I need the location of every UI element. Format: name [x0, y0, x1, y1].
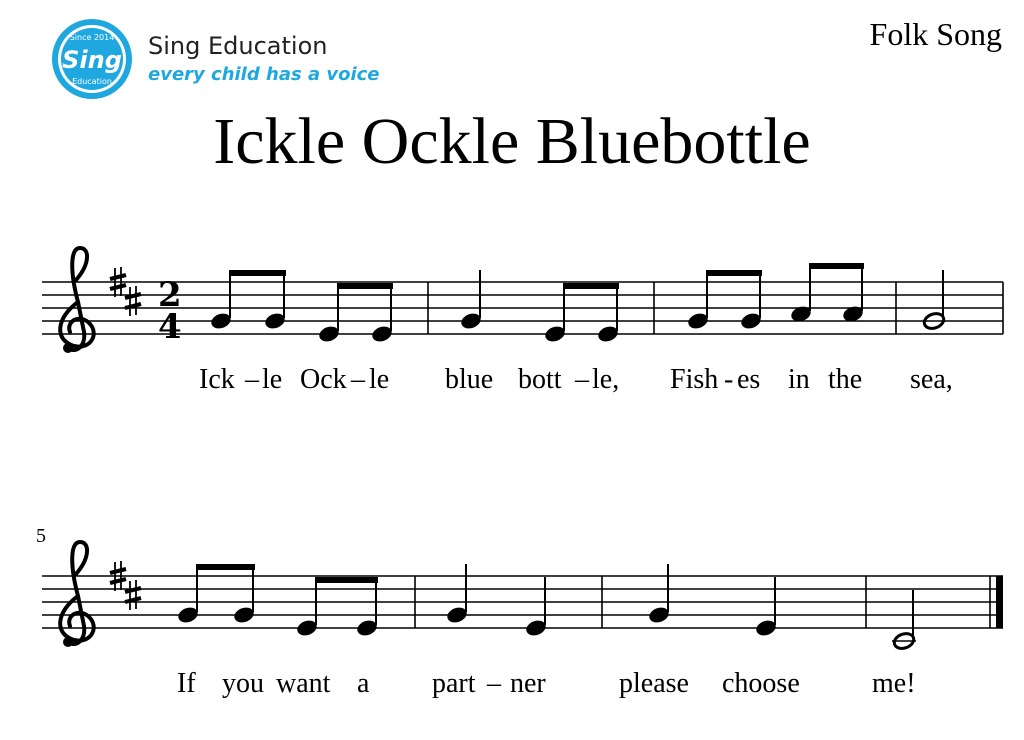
- measure-2: [459, 270, 654, 344]
- measure-1: [209, 270, 428, 344]
- lyric-hyphen: –: [487, 668, 501, 699]
- lyric-syllable: sea,: [910, 364, 953, 395]
- measure-8: [892, 576, 1003, 651]
- final-barline-thick: [996, 576, 1003, 628]
- badge-bottom-text: Education: [72, 77, 112, 86]
- lyric-hyphen: –: [245, 364, 259, 395]
- song-title: Ickle Ockle Bluebottle: [213, 105, 811, 178]
- lyric-syllable: Fish: [670, 364, 719, 395]
- lyric-syllable: part: [432, 668, 476, 699]
- lyric-syllable: want: [276, 668, 331, 699]
- lyric-syllable: Ock: [300, 364, 347, 395]
- composer-label: Folk Song: [869, 16, 1002, 52]
- brand-name: Sing Education: [148, 32, 328, 60]
- treble-clef-icon: [60, 542, 94, 647]
- badge-top-text: Since 2014: [69, 33, 115, 42]
- lyric-syllable: le,: [592, 364, 620, 395]
- lyric-syllable: le: [369, 364, 390, 395]
- lyric-syllable: es: [737, 364, 761, 395]
- lyrics-line-2: [177, 668, 916, 699]
- measure-number: 5: [36, 525, 46, 547]
- lyric-syllable: Ick: [199, 364, 235, 395]
- measure-6: [445, 564, 602, 638]
- measure-3: [686, 263, 896, 334]
- lyric-syllable: If: [177, 668, 196, 699]
- measure-5: [176, 564, 415, 638]
- lyric-syllable: me!: [872, 668, 916, 699]
- lyric-syllable: ner: [510, 668, 546, 699]
- measure-7: [647, 564, 866, 638]
- lyric-syllable: choose: [722, 668, 800, 699]
- lyric-syllable: in: [788, 364, 810, 395]
- lyric-syllable: a: [357, 668, 370, 699]
- lyric-syllable: please: [619, 668, 689, 699]
- lyrics-line-1: [199, 364, 953, 395]
- badge-main-text: Sing: [62, 46, 122, 74]
- treble-clef-icon: [60, 248, 94, 353]
- brand-tagline: every child has a voice: [148, 64, 380, 85]
- time-signature-bottom: 4: [158, 307, 182, 347]
- staff-system-1: [42, 248, 1003, 395]
- lyric-hyphen: -: [724, 364, 734, 395]
- lyric-syllable: you: [222, 668, 264, 699]
- lyric-syllable: le: [262, 364, 283, 395]
- sharp-icon: [125, 580, 141, 610]
- sharp-icon: [125, 286, 141, 316]
- staff-system-2: [36, 525, 1003, 699]
- lyric-syllable: bott: [518, 364, 562, 395]
- lyric-syllable: the: [828, 364, 863, 395]
- lyric-hyphen: –: [575, 364, 589, 395]
- lyric-syllable: blue: [445, 364, 494, 395]
- time-signature-top: 2: [158, 275, 182, 315]
- measure-4: [922, 270, 1003, 334]
- lyric-hyphen: –: [351, 364, 365, 395]
